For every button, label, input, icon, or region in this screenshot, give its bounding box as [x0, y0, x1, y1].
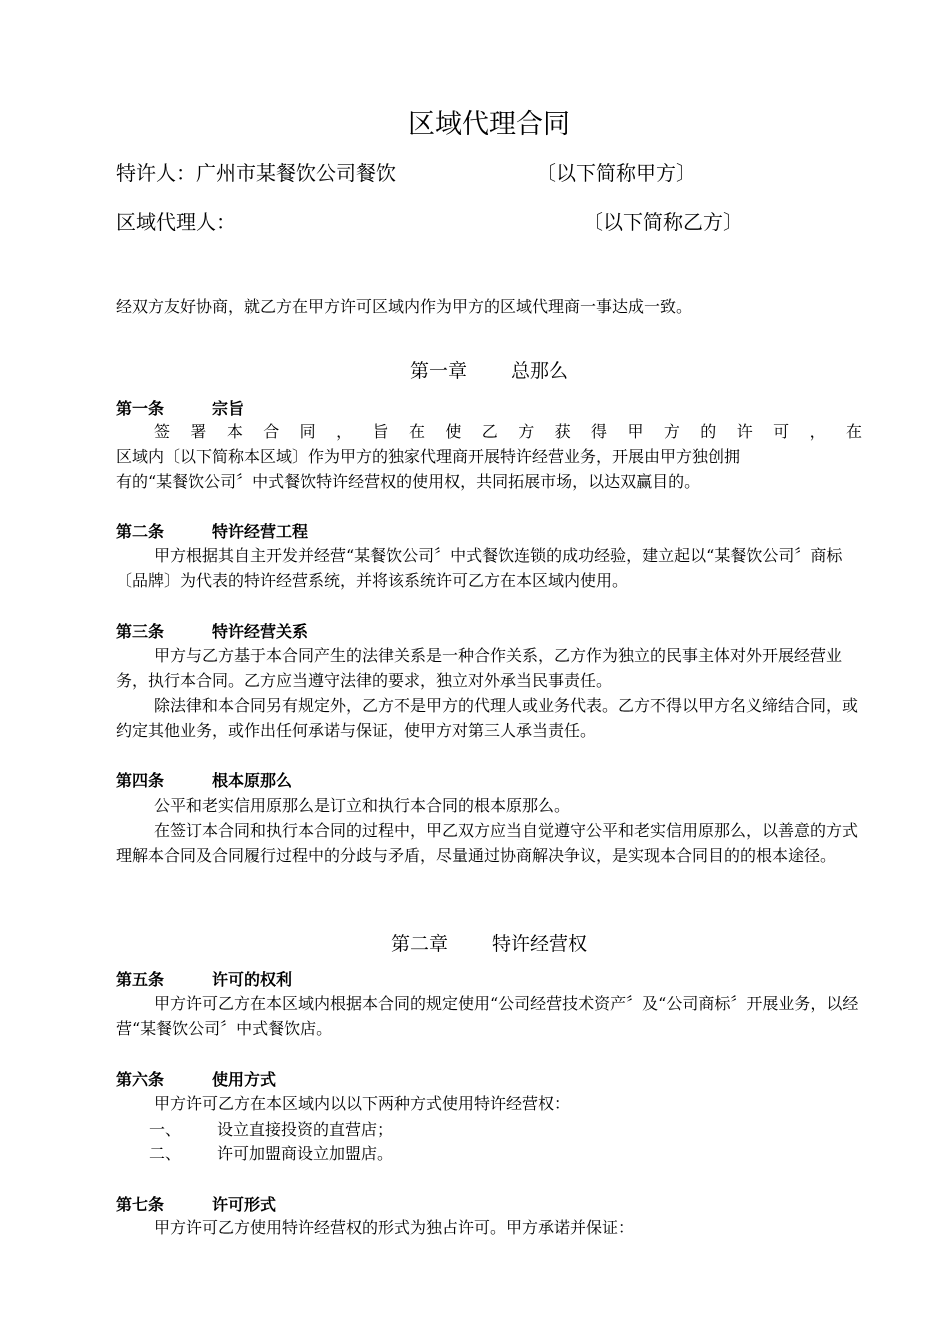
article-title: 许可形式: [212, 1195, 277, 1214]
article-number: 第三条: [116, 622, 165, 641]
list-item: [149, 1141, 393, 1164]
list-item: [149, 1117, 393, 1140]
article-title: 宗旨: [212, 399, 245, 418]
chapter-heading-2: [0, 929, 950, 956]
agent-label: 区域代理人：: [116, 210, 236, 234]
article-number: 第五条: [116, 970, 165, 989]
article-heading-1: [116, 396, 244, 419]
article-7-paragraph-1: 甲方许可乙方使用特许经营权的形式为独占许可。甲方承诺并保证：: [154, 1218, 635, 1237]
article-title: 特许经营关系: [212, 622, 309, 641]
chapter-title: 总那么: [511, 360, 569, 382]
list-item-text: 设立直接投资的直营店；: [217, 1120, 394, 1139]
document-title: 区域代理合同: [408, 109, 570, 140]
article-number: 第二条: [116, 522, 165, 541]
article-title: 根本原那么: [212, 771, 293, 790]
article-number: 第七条: [116, 1195, 165, 1214]
article-3-paragraph-2: 除法律和本合同另有规定外，乙方不是甲方的代理人或业务代表。乙方不得以甲方名义缔结合同，或约定其他业务，或作出任何承诺与保证，使甲方对第三人承当责任。: [116, 696, 859, 740]
article-5-paragraph-1: 甲方许可乙方在本区域内根据本合同的规定使用“公司经营技术资产〞及“公司商标〞开展业务，以经营“某餐饮公司〞中式餐饮店。: [116, 994, 859, 1038]
article-1-line-3: 有的“某餐饮公司〞中式餐饮特许经营权的使用权，共同拓展市场，以达双赢目的。: [116, 472, 701, 491]
article-4-paragraph-1: 公平和老实信用原那么是订立和执行本合同的根本原那么。: [154, 796, 571, 815]
chapter-number: 第二章: [390, 933, 448, 955]
article-heading-4: [116, 768, 292, 791]
article-1-line-1: 签 署 本 合 同 ， 旨 在 使 乙 方 获 得 甲 方 的 许 可 ， 在: [154, 422, 862, 441]
article-number: 第一条: [116, 399, 165, 418]
preamble: 经双方友好协商，就乙方在甲方许可区域内作为甲方的区域代理商一事达成一致。: [116, 297, 693, 316]
article-number: 第六条: [116, 1070, 165, 1089]
article-number: 第四条: [116, 771, 165, 790]
article-3-paragraph-1: 甲方与乙方基于本合同产生的法律关系是一种合作关系，乙方作为独立的民事主体对外开展经营业务，执行本合同。乙方应当遵守法律的要求，独立对外承当民事责任。: [116, 646, 843, 690]
list-marker: 一、: [149, 1120, 182, 1139]
article-title: 特许经营工程: [212, 522, 309, 541]
list-item-text: 许可加盟商设立加盟店。: [217, 1144, 394, 1163]
article-title: 许可的权利: [212, 970, 293, 989]
article-heading-3: [116, 619, 308, 642]
agent-alias: 〔以下简称乙方〕: [583, 210, 743, 234]
article-heading-7: [116, 1192, 276, 1215]
article-1-line-2: 区域内〔以下简称本区域〕作为甲方的独家代理商开展特许经营业务，开展由甲方独创拥: [116, 447, 741, 466]
chapter-number: 第一章: [409, 360, 467, 382]
article-title: 使用方式: [212, 1070, 277, 1089]
chapter-heading-1: [0, 356, 950, 383]
franchisor-alias: 〔以下简称甲方〕: [536, 161, 696, 185]
article-2-paragraph-1: 甲方根据其自主开发并经营“某餐饮公司〞中式餐饮连锁的成功经验，建立起以“某餐饮公司〞商标〔品牌〕为代表的特许经营系统，并将该系统许可乙方在本区域内使用。: [116, 546, 843, 590]
article-heading-5: [116, 967, 292, 990]
article-4-paragraph-2: 在签订本合同和执行本合同的过程中，甲乙双方应当自觉遵守公平和老实信用原那么，以善意的方式理解本合同及合同履行过程中的分歧与矛盾，尽量通过协商解决争议，是实现本合同目的的根本途径。: [116, 821, 859, 865]
article-heading-2: [116, 519, 308, 542]
list-marker: 二、: [149, 1144, 182, 1163]
article-6-paragraph-1: 甲方许可乙方在本区域内以以下两种方式使用特许经营权：: [154, 1094, 571, 1113]
article-heading-6: [116, 1067, 276, 1090]
franchisor-label: 特许人：广州市某餐饮公司餐饮: [116, 161, 396, 185]
chapter-title: 特许经营权: [492, 933, 588, 955]
